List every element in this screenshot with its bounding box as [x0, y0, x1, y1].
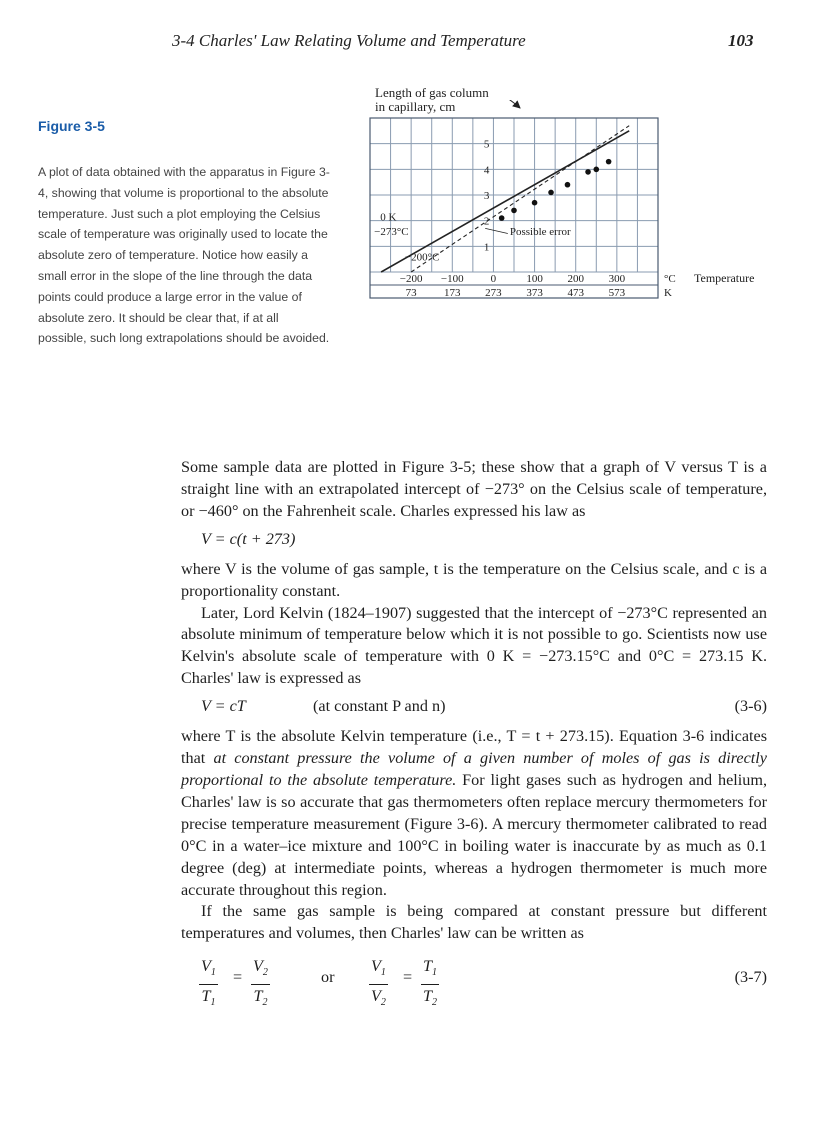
annotation-arrow-error — [485, 228, 508, 233]
x-tick-celsius-3: 100 — [526, 273, 543, 285]
y-tick-label-2: 2 — [483, 215, 490, 228]
x-tick-kelvin-4: 473 — [567, 287, 584, 299]
data-point — [565, 182, 571, 188]
data-point — [499, 215, 505, 221]
equation-3-7-number: (3-7) — [734, 968, 767, 987]
frac-4-den: $T_2$ — [423, 987, 438, 1009]
figure-caption: A plot of data obtained with the apparatus in Figure 3-4, showing that volume is proportional to the absolute temperature. Just such a plot employing the Celsius scale of temperature was originally used to locate the absolute zero of temperature. Notice how easily a small error in the slope of the line through the data points could produce a large error in the value of absolute zero. It should be clear that, if at all possible, such long extrapolations should be avoided. — [38, 165, 330, 346]
paragraph-1: Some sample data are plotted in Figure 3-5; these show that a graph of V versus T is a straight line with an extrapolated intercept of −273° on the Celsius scale of temperature, or −460° on the Fahrenheit scale. Charles expressed his law as — [181, 458, 767, 520]
frac-1-den: $T_1$ — [201, 987, 216, 1009]
frac-v1-v2 — [369, 955, 388, 1014]
x-axis-title: Temperature — [694, 271, 755, 285]
data-point — [593, 167, 599, 173]
chart-lines — [381, 126, 629, 272]
y-tick-label-3: 3 — [483, 190, 490, 202]
data-point — [585, 169, 591, 175]
data-point — [511, 208, 517, 214]
chart — [340, 100, 790, 315]
annotation-possible-error: Possible error — [509, 225, 571, 238]
frac-1-num: $V_1$ — [199, 955, 218, 985]
frac-t1-t2 — [421, 955, 439, 1014]
y-tick-label-1: 1 — [483, 241, 490, 254]
frac-2-den: $T_2$ — [253, 987, 268, 1009]
data-point — [532, 200, 538, 206]
equation-1-text: V = c(t + 273) — [201, 529, 296, 548]
x-tick-celsius-2: 0 — [490, 273, 497, 285]
y-tick-label-4: 4 — [483, 164, 490, 177]
equation-3-6 — [181, 696, 767, 720]
annotation-zero-kelvin: 0 K — [380, 211, 397, 224]
figure-label: Figure 3-5 — [38, 118, 105, 134]
equals-2: = — [403, 968, 413, 987]
x-unit-celsius: °C — [664, 273, 676, 285]
annotation-error-intercept: −200°C — [404, 251, 440, 264]
paragraph-4-b: For light gases such as hydrogen and helium, Charles' law is so accurate that gas thermometers often replace mercury thermometers for precise temperature measurement (Figure 3-6). A mercury thermometer calibrated to read 0°C in a water–ice mixture and 100°C in boiling water is inaccurate by as much as 0.1 degree (deg) at intermediate points, whereas a hydrogen thermometer is much more accurate throughout this region. — [181, 770, 767, 899]
x-tick-kelvin-5: 573 — [608, 287, 626, 299]
equation-3-6-lhs: V = cT — [201, 697, 246, 716]
x-tick-kelvin-2: 273 — [485, 287, 502, 299]
data-point — [548, 190, 554, 196]
y-label-arrow — [480, 100, 520, 108]
x-tick-kelvin-3: 373 — [526, 287, 543, 299]
page-number: 103 — [728, 31, 754, 50]
x-tick-celsius-5: 300 — [608, 273, 626, 285]
paragraph-5: If the same gas sample is being compared at constant pressure but different temperatures and volumes, then Charles' law can be written as — [181, 902, 767, 943]
x-tick-kelvin-1: 173 — [444, 287, 461, 299]
chart-y-axis-label: Length of gas column in capillary, cm — [375, 85, 489, 114]
frac-3-den: $V_2$ — [371, 987, 386, 1009]
frac-v1-t1 — [199, 955, 218, 1014]
equation-3-6-number: (3-6) — [734, 697, 767, 716]
frac-2-num: $V_2$ — [251, 955, 270, 985]
data-point — [606, 159, 612, 165]
annotation-abs-zero: −273°C — [374, 225, 409, 238]
running-title: 3-4 Charles' Law Relating Volume and Temperature — [172, 31, 526, 50]
equals-1: = — [233, 968, 243, 987]
paragraph-4-a: where T is the absolute Kelvin temperature (i.e., T = t + 273.15). Equation 3-6 indicates that — [181, 727, 767, 768]
equation-3-7 — [181, 955, 767, 1015]
paragraph-2: where V is the volume of gas sample, t is the temperature on the Celsius scale, and c is a proportionality constant. — [181, 559, 767, 600]
chart-labels — [374, 139, 754, 299]
x-tick-celsius-0: −200 — [399, 273, 423, 285]
or-text: or — [321, 968, 335, 987]
x-tick-celsius-1: −100 — [440, 273, 464, 285]
equation-1 — [181, 529, 767, 553]
x-tick-kelvin-0: 73 — [405, 287, 417, 299]
body-text — [181, 457, 767, 1015]
frac-v2-t2 — [251, 955, 270, 1014]
paragraph-3: Later, Lord Kelvin (1824–1907) suggested that the intercept of −273°C represented an absolute minimum of temperature below which it is not possible to go. Scientists now use Kelvin's absolute scale of temperature with 0 K = −273.15°C and 0°C = 273.15 K. Charles' law is expressed as — [181, 603, 767, 688]
x-unit-kelvin: K — [664, 287, 672, 299]
equation-3-6-condition: (at constant P and n) — [313, 697, 446, 716]
frac-4-num: $T_1$ — [421, 955, 439, 985]
frac-3-num: $V_1$ — [369, 955, 388, 985]
paragraph-4-italic: at constant pressure the volume of a given number of moles of gas is directly proportional to the absolute temperature. — [181, 749, 767, 789]
x-tick-celsius-4: 200 — [567, 273, 584, 285]
y-tick-label-5: 5 — [483, 138, 490, 151]
paragraph-4 — [181, 726, 767, 901]
